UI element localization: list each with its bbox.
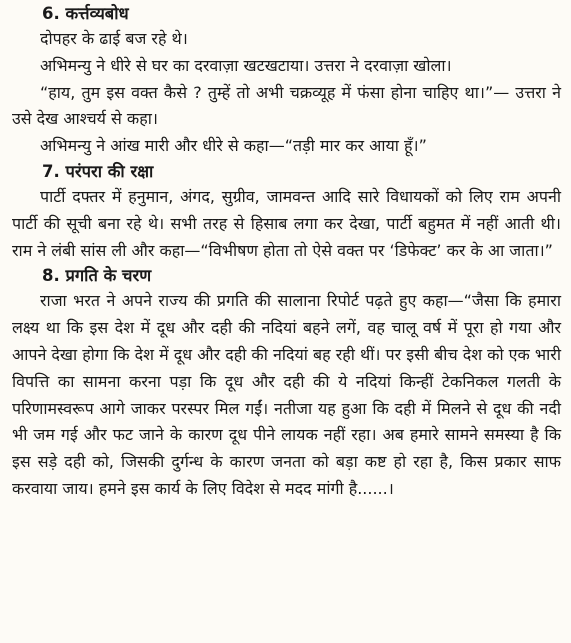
section-title: 6. कर्त्तव्यबोध bbox=[42, 4, 129, 23]
paragraph: “हाय, तुम इस वक्त कैसे ? तुम्हें तो अभी चक्रव्यूह में फंसा होना चाहिए था।”— उत्तरा ने उसे देख आश्चर्य से कहा। bbox=[12, 82, 561, 129]
paragraph: अभिमन्यु ने धीरे से घर का दरवाज़ा खटखटाया। उत्तरा ने दरवाज़ा खोला। bbox=[40, 55, 452, 75]
story-pragati-ke-charan bbox=[12, 264, 561, 502]
paragraph: पार्टी दफ्तर में हनुमान, अंगद, सुग्रीव, जामवन्त आदि सारे विधायकों को लिए राम अपनी पार्टी की सूची बना रहे थे। सभी तरह से हिसाब लगा कर देखा, पार्टी बहुमत में नहीं आती थी। राम ने लंबी सांस ली और कहा—“विभीषण होता तो ऐसे वक्त पर ‘डिफेक्ट’ कर के आ जाता।” bbox=[12, 186, 561, 260]
paragraph: अभिमन्यु ने आंख मारी और धीरे से कहा—“तड़ी मार कर आया हूँ।” bbox=[40, 136, 427, 156]
section-title: 8. प्रगति के चरण bbox=[42, 266, 152, 286]
paragraph: राजा भरत ने अपने राज्य की प्रगति की सालाना रिपोर्ट पढ़ते हुए कहा—“जैसा कि हमारा लक्ष्य था कि इस देश में दूध और दही की नदियां बहने लगें, वह चालू वर्ष में पूरा हो गया और आपने देखा होगा कि देश में दूध और दही की नदियां बह रही थीं। पर इसी बीच देश को एक भारी विपत्ति का सामना करना पड़ा कि दूध और दही की ये नदियां किन्हीं टेकनिकल गलती के परिणामस्वरूप आगे जाकर परस्पर मिल गईं। नतीजा यह हुआ कि दही में मिलने से दूध की नदी भी जम गई और फट जाने के कारण दूध पीने लायक नहीं रहा। अब हमारे सामने समस्या है कि इस सड़े दही को, जिसकी दुर्गन्ध के कारण जनता को बड़ा कष्ट हो रहा है, किस प्रकार साफ करवाया जाय। हमने इस कार्य के लिए विदेश से मदद मांगी है......। bbox=[12, 291, 561, 498]
paragraph: दोपहर के ढाई बज रहे थे। bbox=[40, 29, 188, 48]
story-kartavyabodh bbox=[12, 2, 561, 160]
section-title: 7. परंपरा की रक्षा bbox=[42, 161, 154, 181]
story-parampara-ki-raksha bbox=[12, 160, 561, 264]
